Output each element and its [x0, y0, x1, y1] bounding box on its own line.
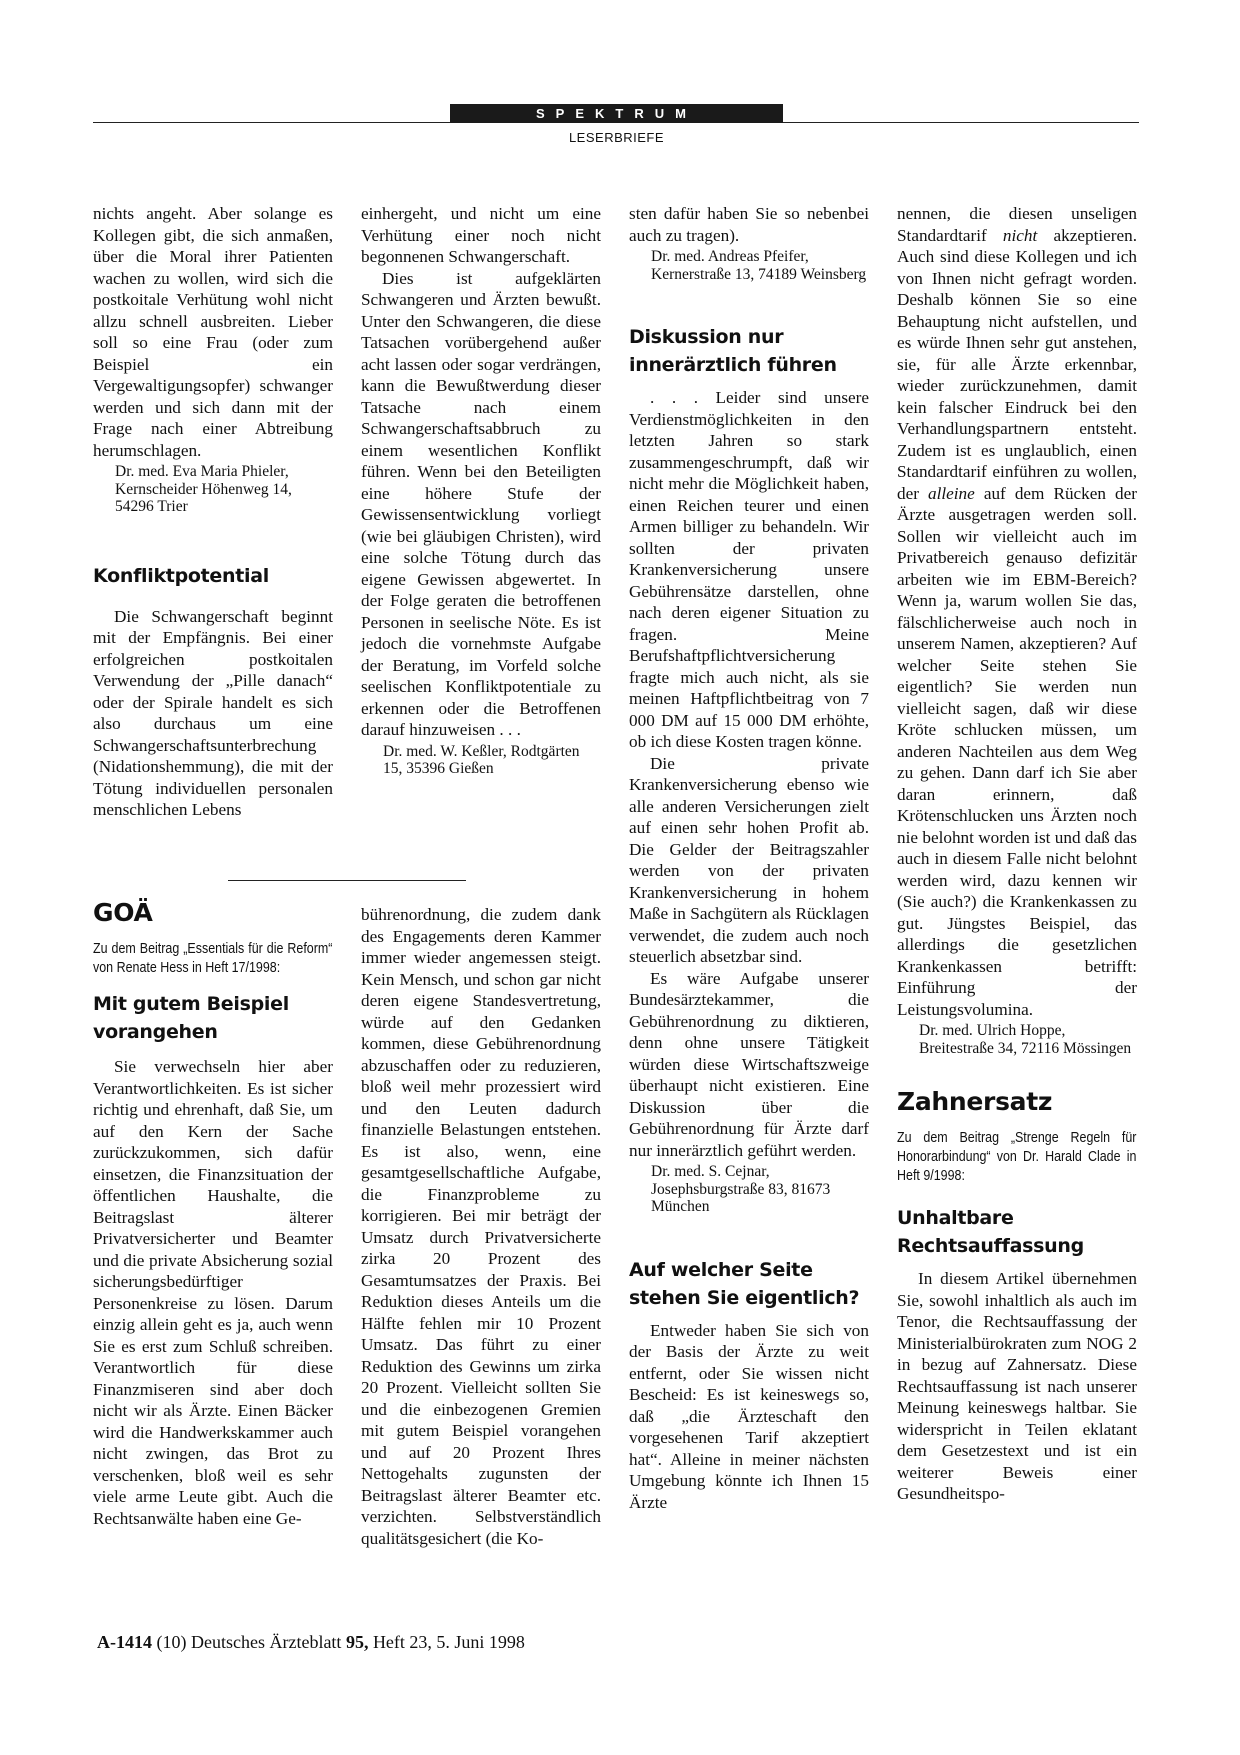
signature: Dr. med. Eva Maria Phieler, Kernscheider Höhenweg 14, 54296 Trier [115, 463, 292, 515]
letter-heading: Unhaltbare Rechtsauffassung [897, 1207, 1084, 1257]
body-paragraph: Sie verwechseln hier aber Verantwortlichkeiten. Es ist sicher richtig und ehrenhaft, daß Sie, um auf den Kern der Sache zurückzukommen, sich dafür einsetzen, die Finanzsituation der öffentlichen Haushalte, die Beitragslast älterer Privatversicherter und Beamter und die private Absicherung sozial sicherungsbedürftiger Personenkreise zu lösen. Darum einzig allein geht es ja, auch wenn Sie es erst zum Schluß schreiben. Verantwortlich für diese Finanzmiseren sind aber doch nicht wir als Ärzte. Einen Bäcker wird die Handwerkskammer auch nicht zwingen, das Brot zu verschenken, bloß weil es sehr viele arme Leute gibt. Auch die Rechtsanwälte haben eine Ge- [93, 1057, 333, 1528]
body-paragraph: . . . Leider sind unsere Verdienstmöglichkeiten in den letzten Jahren so stark zusammengeschrumpft, daß wir nicht mehr die Möglichkeit haben, einen Reichen teurer und einen Armen billiger zu behandeln. Wir sollten der privaten Krankenversicherung unsere Gebührensätze darstellen, ohne nach deren eigener Situation zu fragen. Meine Berufshaftpflichtversicherung fragte mich auch nicht, als sie meinen Haftpflichtbeitrag von 7 000 DM auf 15 000 DM erhöhte, ob ich diese Kosten tragen könne. [629, 388, 869, 751]
text-run: auf dem Rücken der Ärzte ausgetragen werden soll. Sollen wir vielleicht auch im Privatbereich genauso defizitär arbeiten wie im EBM-Bereich? Wenn ja, warum wollen Sie das, fälschlicherweise auch noch in unserem Namen, akzeptieren? Auf welcher Seite stehen Sie eigentlich? Sie werden nun vielleicht sagen, daß wir diese Kröte schlucken müssen, um anderen Nachteilen aus dem Weg zu gehen. Dann darf ich Sie aber daran erinnern, daß Krötenschlucken uns Ärzten noch nie belohnt worden ist und daß das auch in diesem Falle nicht belohnt werden wird, dazu kennen wir (Sie auch?) die Krankenkassen zu gut. Jüngstes Beispiel, das allerdings die gesetzlichen Krankenkassen betrifft: Einführung der Leistungsvolumina. [897, 483, 1137, 1019]
body-paragraph: In diesem Artikel übernehmen Sie, sowohl inhaltlich als auch im Tenor, die Rechtsauffassung der Ministerialbürokraten zum NOG 2 in bezug auf Zahnersatz. Diese Rechtsauffassung ist nach unserer Meinung keineswegs haltbar. Sie widerspricht in Teilen eklatant dem Gesetzestext und ist ein weiterer Beweis einer Gesundheitspo- [897, 1269, 1137, 1503]
column-3 [629, 203, 869, 1513]
body-paragraph: Entweder haben Sie sich von der Basis der Ärzte zu weit entfernt, oder Sie wissen nicht Bescheid: Es ist keineswegs so, daß „die Ärzteschaft den vorgesehenen Tarif akzeptiert hat“. Alleine in meiner nächsten Umgebung könnte ich Ihnen 15 Ärzte [629, 1320, 869, 1512]
footer-text: (10) Deutsches Ärzteblatt [156, 1632, 346, 1652]
body-paragraph: sten dafür haben Sie so nebenbei auch zu tragen). [629, 204, 869, 245]
body-paragraph: Die Schwangerschaft beginnt mit der Empfängnis. Bei einer erfolgreichen postkoitalen Verwendung der „Pille danach“ oder der Spirale handelt es sich also durchaus um eine Schwangerschaftsunterbrechung (Nidationshemmung), die mit der Tötung individuellen personalen menschlichen Lebens [93, 606, 333, 819]
letter-heading: Auf welcher Seite stehen Sie eigentlich? [629, 1258, 860, 1309]
body-paragraph: einhergeht, und nicht um eine Verhütung einer noch nicht begonnenen Schwangerschaft. [361, 204, 601, 266]
signature: Dr. med. Andreas Pfeifer, Kernerstraße 13, 74189 Weinsberg [651, 248, 867, 283]
column-4 [897, 203, 1137, 1505]
signature: Dr. med. Ulrich Hoppe, Breitestraße 34, 72116 Mössingen [919, 1022, 1132, 1057]
goae-column-1 [93, 898, 333, 1529]
body-paragraph: Die private Krankenversicherung ebenso wie alle anderen Versicherungen zielt auf einen sehr hohen Profit ab. Die Gelder der Beitragszahler werden von der privaten Krankenversicherung in hohem Maße in Sachgütern als Rücklagen verwendet, die zudem auch noch steuerlich absetzbar sind. [629, 753, 869, 966]
page-number: A-1414 [97, 1632, 152, 1652]
goae-column-2 [361, 904, 601, 1549]
body-paragraph: bührenordnung, die zudem dank des Engagements deren Kammer immer wieder angemessen steigt. Kein Mensch, und schon gar nicht deren eigene Standesvertretung, würde auf den Gedanken kommen, diese Gebührenordnung abzuschaffen oder zu reduzieren, bloß weil mehr prozessiert wird und den Leuten dadurch finanzielle Belastungen entstehen. Es ist also, wenn, eine gesamtgesellschaftliche Aufgabe, die Finanzprobleme zu korrigieren. Bei mir beträgt der Umsatz durch Privatversicherte zirka 20 Prozent des Gesamtumsatzes der Praxis. Bei Reduktion dieses Anteils um die Hälfte fehlen mir 10 Prozent Umsatz. Das führt zu einer Reduktion des Gewinns um zirka 20 Prozent. Vielleicht sollten Sie und die einbezogenen Gremien mit gutem Beispiel vorangehen und auf 20 Prozent Ihres Nettogehalts zugunsten der Beitragslast älterer Beamter etc. verzichten. Selbstverständlich qualitätsgesichert (die Ko- [361, 905, 601, 1548]
body-paragraph [897, 203, 1137, 1020]
body-paragraph: Es wäre Aufgabe unserer Bundesärztekammer, die Gebührenordnung zu diktieren, denn ohne unsere Tätigkeit würden diese Wirtschaftszweige überhaupt nicht existieren. Eine Diskussion über die Gebührenordnung für Ärzte darf nur innerärztlich geführt werden. [629, 968, 869, 1160]
letter-heading: Konfliktpotential [93, 564, 269, 587]
volume-number: 95, [345, 1632, 369, 1652]
footer-issue: Heft 23, 5. Juni 1998 [368, 1632, 525, 1652]
section-title: Zahnersatz [897, 1087, 1053, 1116]
body-paragraph: nichts angeht. Aber solange es Kollegen gibt, die sich anmaßen, über die Moral ihrer Patienten wachen zu wollen, wird sich die postkoitale Verhütung wohl nicht allzu schnell ausbreiten. Lieber soll so eine Frau (oder zum Beispiel ein Vergewaltigungsopfer) schwanger werden und sich dann mit der Frage nach einer Abtreibung herumschlagen. [93, 204, 333, 460]
section-lead: Zu dem Beitrag „Strenge Regeln für Honorarbindung“ von Dr. Harald Clade in Heft 9/1998: [897, 1130, 1137, 1184]
signature: Dr. med. S. Cejnar, Josephsburgstraße 83, 81673 München [651, 1163, 831, 1215]
body-paragraph: Dies ist aufgeklärten Schwangeren und Ärzten bewußt. Unter den Schwangeren, die diese Tatsachen vorübergehend außer acht lassen oder sogar verdrängen, kann die Bewußtwerdung dieser Tatsache nach einem Schwangerschaftsabbruch zu einem wesentlichen Konflikt führen. Wenn bei den Beteiligten eine höhere Stufe der Gewissensentwicklung vorliegt (wie bei gläubigen Christen), wird eine solche Tötung durch das eigene Gewissen abgewertet. In der Folge geraten die betroffenen Personen in seelische Nöte. Es ist jedoch die vornehmste Aufgabe der Beratung, im Vorfeld solche seelischen Konfliktpotentiale zu erkennen oder die Betroffenen darauf hinzuweisen . . . [361, 268, 601, 739]
emphasis: alleine [928, 483, 975, 503]
subsection-label: LESERBRIEFE [568, 130, 665, 145]
emphasis: nicht [1002, 225, 1038, 245]
column-1-top [93, 203, 333, 821]
letter-heading: Diskussion nur innerärztlich führen [629, 326, 837, 376]
section-banner: SPEKTRUM [450, 104, 783, 123]
signature: Dr. med. W. Keßler, Rodtgärten 15, 35396 Gießen [383, 742, 580, 777]
letter-heading: Mit gutem Beispiel vorangehen [93, 993, 289, 1043]
text-run: nennen, die diesen unseligen Standardtarif [897, 204, 1137, 245]
text-run: akzeptieren. Auch sind diese Kollegen und ich von Ihnen nicht gefragt worden. Deshalb können Sie so eine Behauptung nicht aufstellen, und es würde Ihnen sehr gut anstehen, sie, für alle Ärzte erkennbar, wieder zurückzunehmen, damit kein falscher Eindruck bei den Verhandlungspartnern entsteht. Zudem ist es unglaublich, einen Standardtarif einführen zu wollen, der [897, 225, 1137, 503]
section-divider [228, 880, 466, 881]
section-lead: Zu dem Beitrag „Essentials für die Reform“ von Renate Hess in Heft 17/1998: [93, 941, 333, 976]
section-title: GOÄ [93, 898, 153, 927]
column-2-top [361, 203, 601, 778]
page-footer [97, 1632, 525, 1653]
